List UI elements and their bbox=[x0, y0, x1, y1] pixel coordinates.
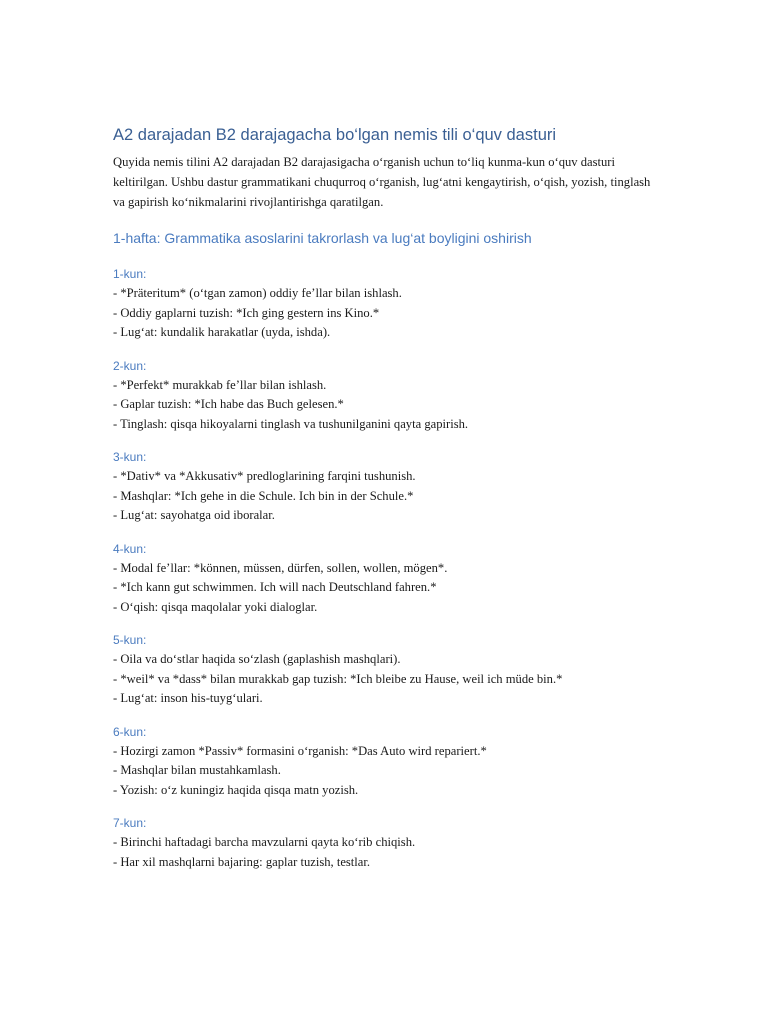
day-title: 7-kun: bbox=[113, 816, 147, 830]
day-item: - *Dativ* va *Akkusativ* predloglarining farqini tushunish. bbox=[113, 469, 416, 483]
day-item: - *weil* va *dass* bilan murakkab gap tuzish: *Ich bleibe zu Hause, weil ich müde bin.* bbox=[113, 671, 563, 686]
day-item: - Lug‘at: inson his-tuyg‘ulari. bbox=[113, 691, 263, 705]
day-item: - Mashqlar: *Ich gehe in die Schule. Ich bin in der Schule.* bbox=[113, 488, 414, 503]
day-section bbox=[113, 448, 653, 526]
day-list bbox=[113, 265, 653, 872]
day-section bbox=[113, 631, 653, 709]
day-section bbox=[113, 723, 653, 801]
day-item: - Oddiy gaplarni tuzish: *Ich ging gestern ins Kino.* bbox=[113, 305, 380, 320]
day-item: - Modal fe’llar: *können, müssen, dürfen, sollen, wollen, mögen*. bbox=[113, 560, 448, 575]
day-section bbox=[113, 540, 653, 618]
intro-paragraph: Quyida nemis tilini A2 darajadan B2 darajasigacha o‘rganish uchun to‘liq kunma-kun o‘quv dasturi keltirilgan. Ushbu dastur grammatikani chuqurroq o‘rganish, lug‘atni kengaytirish, o‘qish, yozish, tinglash va gapirish ko‘nikmalarini rivojlantirishga qaratilgan. bbox=[113, 155, 651, 209]
document-content bbox=[113, 124, 653, 886]
day-title: 1-kun: bbox=[113, 267, 147, 281]
day-item: - Yozish: o‘z kuningiz haqida qisqa matn yozish. bbox=[113, 782, 359, 797]
day-section bbox=[113, 265, 653, 343]
day-title: 6-kun: bbox=[113, 724, 147, 739]
day-item: - Har xil mashqlarni bajaring: gaplar tuzish, testlar. bbox=[113, 854, 371, 869]
day-item: - Tinglash: qisqa hikoyalarni tinglash va tushunilganini qayta gapirish. bbox=[113, 416, 469, 431]
day-item: - Lug‘at: kundalik harakatlar (uyda, ishda). bbox=[113, 325, 331, 339]
day-title: 3-kun: bbox=[113, 450, 147, 464]
day-item: - *Präteritum* (o‘tgan zamon) oddiy fe’llar bilan ishlash. bbox=[113, 286, 402, 300]
day-item: - *Ich kann gut schwimmen. Ich will nach Deutschland fahren.* bbox=[113, 580, 437, 594]
day-section bbox=[113, 357, 653, 435]
document-title: A2 darajadan B2 darajagacha bo‘lgan nemis tili o‘quv dasturi bbox=[113, 126, 557, 144]
day-item: - Gaplar tuzish: *Ich habe das Buch gelesen.* bbox=[113, 397, 344, 411]
day-section bbox=[113, 814, 653, 872]
day-title: 2-kun: bbox=[113, 358, 147, 373]
day-item: - O‘qish: qisqa maqolalar yoki dialoglar. bbox=[113, 599, 318, 614]
week-heading: 1-hafta: Grammatika asoslarini takrorlash va lug‘at boyligini oshirish bbox=[113, 230, 532, 246]
day-title: 5-kun: bbox=[113, 633, 147, 647]
day-title: 4-kun: bbox=[113, 541, 147, 556]
day-item: - Mashqlar bilan mustahkamlash. bbox=[113, 763, 281, 777]
day-item: - Lug‘at: sayohatga oid iboralar. bbox=[113, 508, 275, 522]
day-item: - *Perfekt* murakkab fe’llar bilan ishlash. bbox=[113, 377, 327, 392]
day-item: - Birinchi haftadagi barcha mavzularni qayta ko‘rib chiqish. bbox=[113, 835, 416, 849]
day-item: - Oila va do‘stlar haqida so‘zlash (gaplashish mashqlari). bbox=[113, 652, 401, 666]
day-item: - Hozirgi zamon *Passiv* formasini o‘rganish: *Das Auto wird repariert.* bbox=[113, 743, 487, 758]
